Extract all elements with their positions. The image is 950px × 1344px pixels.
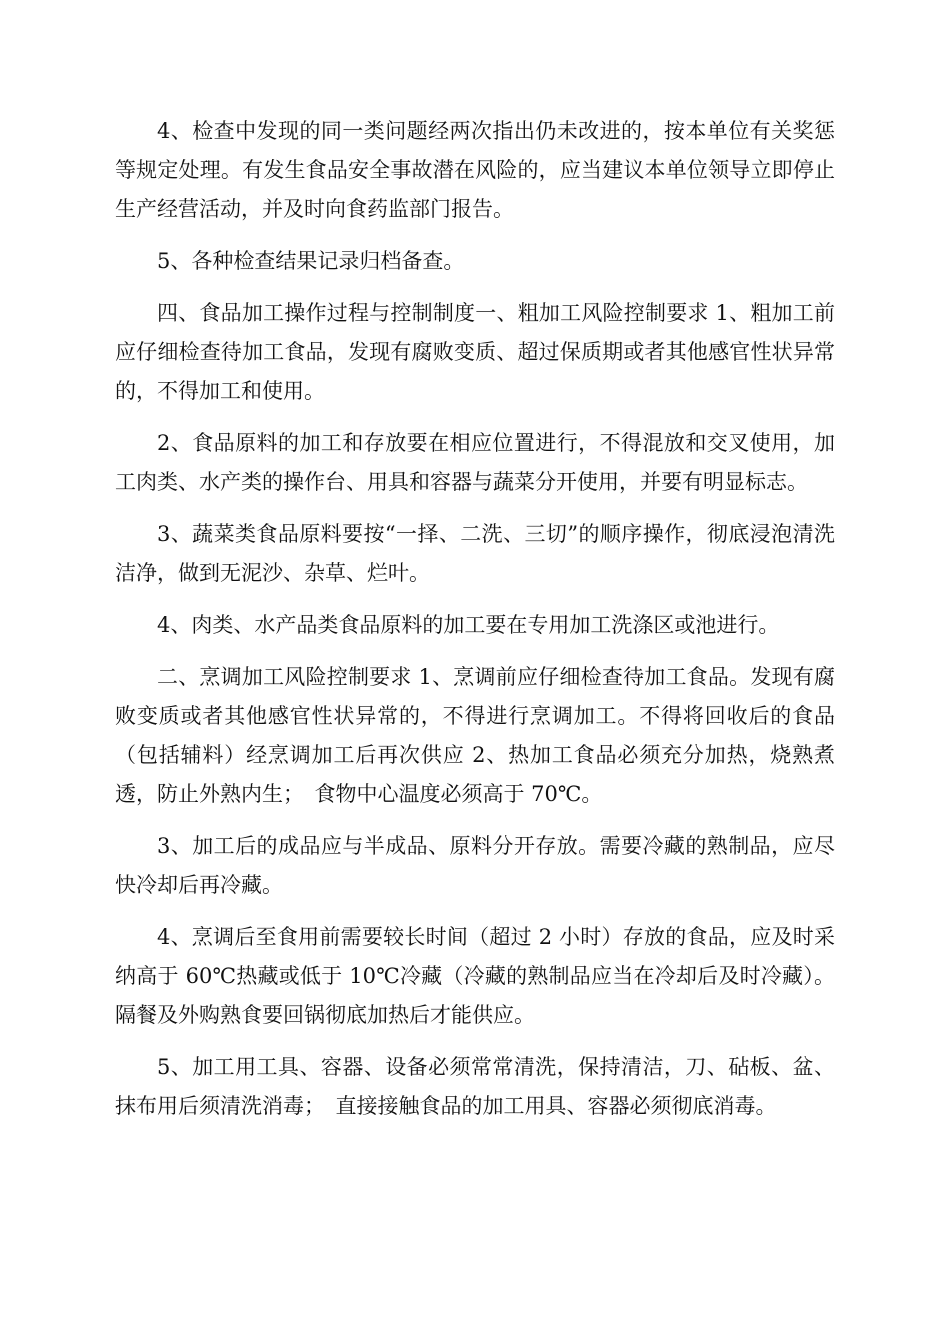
paragraph: 4、检查中发现的同一类问题经两次指出仍未改进的，按本单位有关奖惩等规定处理。有发生食品安全事故潜在风险的，应当建议本单位领导立即停止生产经营活动，并及时向食药监部门报告。 — [115, 119, 835, 221]
paragraph: 3、蔬菜类食品原料要按“一择、二洗、三切”的顺序操作，彻底浸泡清洗洁净，做到无泥沙、杂草、烂叶。 — [115, 522, 835, 585]
paragraph: 5、加工用工具、容器、设备必须常常清洗，保持清洁，刀、砧板、盆、抹布用后须清洗消毒； 直接接触食品的加工用具、容器必须彻底消毒。 — [115, 1055, 835, 1118]
paragraph: 4、肉类、水产品类食品原料的加工要在专用加工洗涤区或池进行。 — [157, 613, 780, 637]
paragraph: 4、烹调后至食用前需要较长时间（超过 2 小时）存放的食品，应及时采纳高于 60℃热藏或低于 10℃冷藏（冷藏的熟制品应当在冷却后及时冷藏）。隔餐及外购熟食要回锅彻底加热后才能供应。 — [115, 925, 835, 1027]
document-body — [115, 112, 835, 1139]
paragraph: 2、食品原料的加工和存放要在相应位置进行，不得混放和交叉使用，加工肉类、水产类的操作台、用具和容器与蔬菜分开使用，并要有明显标志。 — [115, 431, 835, 494]
paragraph: 二、烹调加工风险控制要求 1、烹调前应仔细检查待加工食品。发现有腐败变质或者其他感官性状异常的，不得进行烹调加工。不得将回收后的食品（包括辅料）经烹调加工后再次供应 2、热加工食品必须充分加热，烧熟煮透，防止外熟内生； 食物中心温度必须高于 70℃。 — [115, 665, 835, 806]
paragraph: 3、加工后的成品应与半成品、原料分开存放。需要冷藏的熟制品，应尽快冷却后再冷藏。 — [115, 834, 835, 897]
paragraph: 5、各种检查结果记录归档备查。 — [157, 249, 465, 273]
paragraph: 四、食品加工操作过程与控制制度一、粗加工风险控制要求 1、粗加工前应仔细检查待加工食品，发现有腐败变质、超过保质期或者其他感官性状异常的，不得加工和使用。 — [115, 301, 835, 403]
